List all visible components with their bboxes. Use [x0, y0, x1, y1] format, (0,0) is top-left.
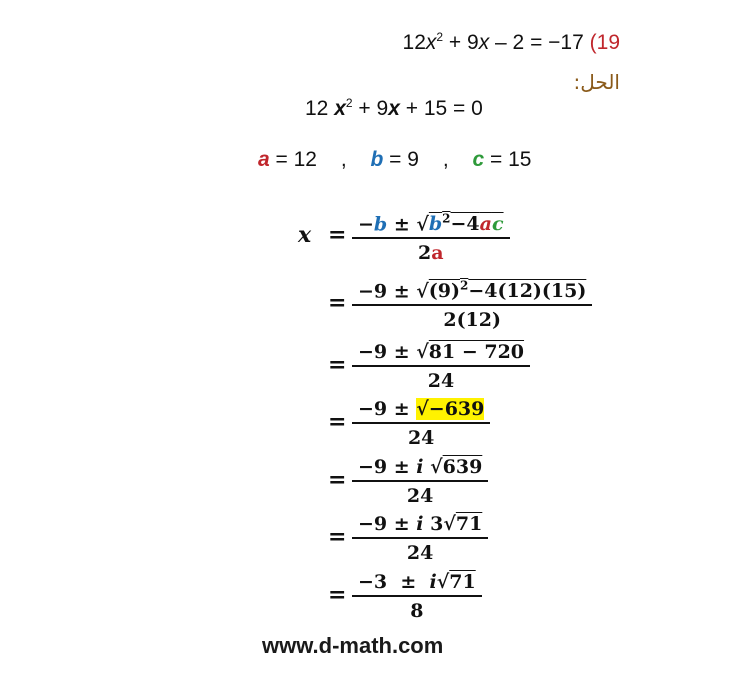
equals-sign: = — [328, 290, 347, 316]
radicand — [429, 213, 504, 235]
step6-numerator — [352, 513, 488, 537]
den-a: a — [431, 242, 444, 265]
step6-radicand: 71 — [455, 513, 483, 535]
coef-separator: , — [340, 148, 347, 171]
coef-b-value: = 9 — [383, 148, 419, 171]
step2-pre: −9 ± √ — [358, 280, 429, 303]
equation-exp: 2 — [436, 30, 444, 44]
rad-a: a — [479, 213, 492, 236]
equals-sign: = — [328, 524, 347, 550]
step7-pre: −3 ± — [358, 571, 430, 593]
coef-a-value: = 12 — [269, 148, 317, 171]
step-substitution — [352, 279, 592, 331]
equals-sign: = — [328, 582, 347, 608]
lhs-variable: x — [298, 222, 312, 248]
solution-label: الحل: — [573, 70, 620, 94]
equals-sign: = — [328, 352, 347, 378]
coef-separator: , — [442, 148, 449, 171]
step7-numerator — [352, 571, 482, 595]
step2-exp: 2 — [459, 279, 469, 293]
imaginary-unit: i — [416, 456, 424, 478]
problem-number: (19 — [589, 31, 620, 54]
step-final — [352, 571, 482, 622]
num-minus: − — [358, 213, 374, 236]
equals-sign: = — [328, 222, 347, 248]
coefficients-line — [258, 148, 531, 172]
formula-numerator — [352, 212, 510, 237]
equation-end: – 2 = −17 — [489, 31, 584, 54]
step5-numerator — [352, 456, 488, 480]
formula-denominator — [352, 239, 510, 264]
std-mid: + 9 — [352, 97, 389, 120]
step2-numerator — [352, 279, 592, 304]
equation-mid: + 9 — [443, 31, 479, 54]
step3-pre: −9 ± √ — [358, 341, 429, 363]
equation-var: x — [425, 31, 437, 54]
step-radical-simplify — [352, 513, 488, 564]
std-var2: x — [388, 97, 400, 120]
equals-sign: = — [328, 409, 347, 435]
coef-c-value: = 15 — [484, 148, 532, 171]
equals-sign: = — [328, 467, 347, 493]
coef-b-name: b — [370, 148, 384, 171]
step6-pre: −9 ± — [358, 513, 417, 535]
rad-c: c — [491, 213, 504, 236]
website-url: www.d-math.com — [262, 633, 444, 658]
step3-denominator: 24 — [427, 370, 455, 392]
step3-radicand: 81 − 720 — [428, 341, 525, 363]
step4-numerator — [352, 398, 490, 422]
num-b: b — [373, 213, 388, 236]
num-pm-sqrt: ± √ — [387, 213, 429, 236]
equation-coef: 12 — [402, 31, 426, 54]
problem-lhs — [403, 31, 584, 54]
rad-b: b — [428, 213, 443, 236]
step5-pre: −9 ± — [358, 456, 417, 478]
step-imaginary — [352, 456, 488, 507]
imaginary-unit: i — [416, 513, 424, 535]
imaginary-unit: i — [429, 571, 437, 593]
std-coef: 12 — [305, 97, 335, 120]
std-end: + 15 = 0 — [399, 97, 483, 120]
step7-sqrt: √ — [436, 571, 450, 593]
rad-minus4: −4 — [450, 213, 480, 236]
step5-radicand: 639 — [442, 456, 483, 478]
problem-equation — [403, 30, 620, 55]
step5-denominator: 24 — [406, 485, 434, 507]
standard-form — [305, 96, 483, 121]
step-simplify-1 — [352, 341, 530, 392]
coef-c-name: c — [472, 148, 485, 171]
std-var: x — [334, 97, 346, 120]
step2-denominator: 2(12) — [443, 309, 501, 332]
step7-radicand: 71 — [449, 571, 476, 593]
step4-pre: −9 ± — [358, 398, 417, 420]
step4-denominator: 24 — [407, 427, 435, 449]
step-simplify-2 — [352, 398, 490, 449]
step2-rad: (9) — [428, 280, 460, 303]
den-2: 2 — [418, 242, 432, 265]
step3-numerator — [352, 341, 530, 365]
equation-var2: x — [478, 31, 490, 54]
coef-a-name: a — [258, 148, 270, 171]
step2-radicand — [429, 280, 587, 302]
quadratic-formula — [352, 212, 510, 264]
highlighted-radical: √−639 — [416, 398, 485, 420]
rad-exp: 2 — [442, 212, 451, 226]
step6-mid: 3√ — [423, 513, 456, 535]
step6-denominator: 24 — [406, 542, 434, 564]
step2-rest: −4(12)(15) — [468, 280, 587, 303]
std-exp: 2 — [345, 96, 353, 110]
step5-sqrt: √ — [423, 456, 443, 478]
step7-denominator: 8 — [410, 600, 424, 622]
